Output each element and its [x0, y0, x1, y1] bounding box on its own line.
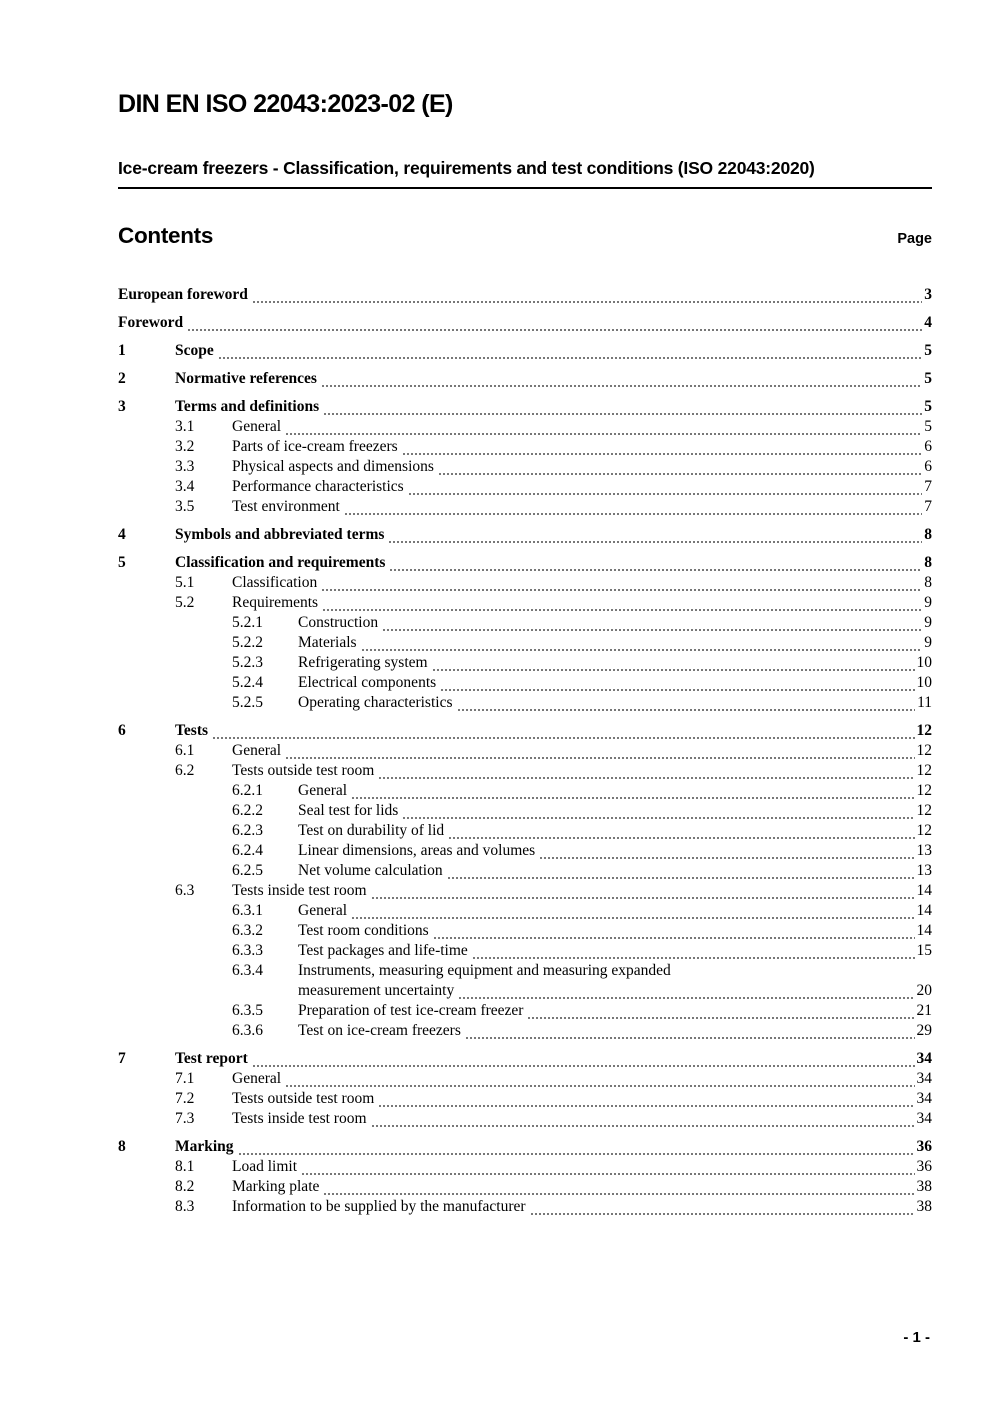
toc-entry-title: Test on ice-cream freezers: [298, 1022, 461, 1039]
dot-leader: [285, 417, 922, 437]
toc-entry-page: 5: [924, 398, 932, 415]
toc-entry-body: [118, 313, 932, 333]
toc-entry-number: 6.2.3: [232, 822, 263, 839]
toc-entry-number: 3.5: [175, 498, 195, 515]
toc-entry-body: [232, 1109, 932, 1129]
toc-entry[interactable]: [118, 1049, 932, 1069]
toc-entry-body: [232, 1089, 932, 1109]
toc-entry-page: 12: [916, 822, 932, 839]
toc-entry-body: [175, 553, 932, 573]
toc-entry-page: 34: [916, 1110, 932, 1127]
toc-entry-title: European foreword: [118, 286, 248, 303]
toc-entry-number: 7.1: [175, 1070, 195, 1087]
dot-leader: [472, 941, 915, 961]
toc-entry[interactable]: [118, 1001, 932, 1021]
toc-entry[interactable]: [118, 593, 932, 613]
toc-entry-title: Construction: [298, 614, 379, 631]
dot-leader: [285, 1069, 914, 1089]
dot-leader: [465, 1021, 915, 1041]
page-column-label: Page: [897, 231, 932, 247]
toc-entry-title: General: [298, 782, 348, 799]
dot-leader: [252, 285, 922, 305]
toc-entry-number: 6.2.2: [232, 802, 263, 819]
toc-entry-title: Foreword: [118, 314, 184, 331]
toc-entry-page: 38: [916, 1198, 932, 1215]
toc-entry-body: [298, 1001, 932, 1021]
toc-entry-title: Test on durability of lid: [298, 822, 445, 839]
toc-entry-body: [232, 497, 932, 517]
toc-entry[interactable]: [118, 613, 932, 633]
toc-entry[interactable]: [118, 721, 932, 741]
dot-leader: [438, 457, 922, 477]
toc-entry-page: 3: [924, 286, 932, 303]
table-of-contents: [118, 285, 932, 1217]
dot-leader: [322, 593, 922, 613]
toc-entry-title: Test report: [175, 1050, 248, 1067]
contents-header-row: [118, 223, 932, 249]
dot-leader: [361, 633, 923, 653]
toc-entry-body: [118, 285, 932, 305]
toc-entry-number: 3: [118, 398, 126, 415]
toc-entry-body: [298, 673, 932, 693]
toc-entry-page: 13: [916, 862, 932, 879]
toc-entry-body: [298, 781, 932, 801]
toc-entry-number: 6.3.3: [232, 942, 263, 959]
toc-entry-body: [298, 693, 932, 713]
toc-entry-body: [232, 593, 932, 613]
toc-entry-title: Instruments, measuring equipment and measuring expanded: [298, 962, 671, 979]
toc-entry-number: 5.1: [175, 574, 195, 591]
page-content: [118, 0, 932, 1217]
toc-entry-title: Test packages and life-time: [298, 942, 468, 959]
toc-entry-number: 3.2: [175, 438, 195, 455]
toc-entry-title: Tests outside test room: [232, 762, 375, 779]
toc-entry[interactable]: [118, 1177, 932, 1197]
toc-entry-number: 5: [118, 554, 126, 571]
toc-entry-body: [232, 1069, 932, 1089]
toc-entry-page: 10: [916, 654, 932, 671]
toc-entry-title: Linear dimensions, areas and volumes: [298, 842, 536, 859]
toc-entry[interactable]: [118, 841, 932, 861]
toc-entry-body: [232, 457, 932, 477]
toc-entry-body: [298, 901, 932, 921]
toc-entry-body: [175, 721, 932, 741]
dot-leader: [527, 1001, 914, 1021]
toc-entry-title: Materials: [298, 634, 357, 651]
toc-entry-body: [175, 369, 932, 389]
dot-leader: [321, 369, 922, 389]
toc-entry-title: General: [298, 902, 348, 919]
toc-entry-body: [298, 961, 932, 1001]
toc-entry-page: 36: [916, 1158, 932, 1175]
toc-entry-number: 6.3: [175, 882, 195, 899]
toc-entry-title: Tests inside test room: [232, 882, 367, 899]
toc-entry-title: Seal test for lids: [298, 802, 399, 819]
toc-entry[interactable]: [118, 313, 932, 333]
toc-entry-title: Terms and definitions: [175, 398, 320, 415]
toc-entry-page: 20: [916, 982, 932, 999]
toc-entry-body: [298, 653, 932, 673]
toc-entry-title: Classification: [232, 574, 318, 591]
toc-entry[interactable]: [118, 673, 932, 693]
dot-leader: [238, 1137, 915, 1157]
toc-entry-page: 9: [924, 614, 932, 631]
toc-entry-body: [298, 613, 932, 633]
toc-entry[interactable]: [118, 369, 932, 389]
toc-entry-body: [232, 881, 932, 901]
page-footer: [118, 1329, 930, 1346]
dot-leader: [402, 801, 914, 821]
toc-entry-title: Test room conditions: [298, 922, 429, 939]
toc-entry[interactable]: [118, 921, 932, 941]
toc-entry-page: 12: [916, 762, 932, 779]
toc-entry-page: 10: [916, 674, 932, 691]
toc-entry-number: 2: [118, 370, 126, 387]
toc-entry[interactable]: [118, 553, 932, 573]
toc-entry-page: 6: [924, 458, 932, 475]
dot-leader: [371, 881, 915, 901]
toc-entry-title: Requirements: [232, 594, 319, 611]
toc-entry-title: Net volume calculation: [298, 862, 443, 879]
toc-entry[interactable]: [118, 1157, 932, 1177]
toc-entry-body: [298, 801, 932, 821]
toc-entry[interactable]: [118, 741, 932, 761]
dot-leader: [530, 1197, 915, 1217]
toc-entry-page: 38: [916, 1178, 932, 1195]
toc-entry-page: 7: [924, 478, 932, 495]
toc-entry-number: 3.3: [175, 458, 195, 475]
dot-leader: [351, 781, 914, 801]
toc-entry-page: 14: [916, 882, 932, 899]
toc-entry-page: 8: [924, 554, 932, 571]
dot-leader: [448, 821, 914, 841]
toc-entry-body: [232, 741, 932, 761]
toc-entry-body: [175, 341, 932, 361]
toc-entry-body: [232, 1197, 932, 1217]
toc-entry[interactable]: [118, 1089, 932, 1109]
toc-entry-number: 6.2.1: [232, 782, 263, 799]
toc-entry-body: [298, 1021, 932, 1041]
toc-entry[interactable]: [118, 417, 932, 437]
toc-entry-title: Operating characteristics: [298, 694, 453, 711]
toc-entry[interactable]: [118, 961, 932, 1001]
toc-entry[interactable]: [118, 881, 932, 901]
toc-entry[interactable]: [118, 457, 932, 477]
dot-leader: [351, 901, 914, 921]
toc-entry[interactable]: [118, 801, 932, 821]
toc-entry-title: Preparation of test ice-cream freezer: [298, 1002, 524, 1019]
toc-entry-page: 14: [916, 902, 932, 919]
toc-entry[interactable]: [118, 653, 932, 673]
toc-entry-title: General: [232, 1070, 282, 1087]
toc-entry-number: 6.3.6: [232, 1022, 263, 1039]
toc-entry[interactable]: [118, 397, 932, 417]
dot-leader: [212, 721, 914, 741]
toc-entry-number: 8.3: [175, 1198, 195, 1215]
toc-entry-body: [232, 573, 932, 593]
toc-entry-title: Physical aspects and dimensions: [232, 458, 434, 475]
dot-leader: [344, 497, 922, 517]
toc-entry-number: 3.1: [175, 418, 195, 435]
toc-entry-page: 5: [924, 342, 932, 359]
toc-entry-page: 11: [917, 694, 932, 711]
toc-entry-body: [232, 477, 932, 497]
toc-entry-page: 9: [924, 594, 932, 611]
toc-entry-page: 15: [916, 942, 932, 959]
toc-entry-body: [232, 1157, 932, 1177]
toc-entry-body: [298, 821, 932, 841]
toc-entry[interactable]: [118, 437, 932, 457]
toc-entry-number: 5.2: [175, 594, 195, 611]
toc-entry[interactable]: [118, 573, 932, 593]
doc-title: Ice-cream freezers - Classification, requirements and test conditions (ISO 22043:2020): [118, 158, 815, 178]
toc-entry-page: 8: [924, 574, 932, 591]
toc-entry-page: 34: [916, 1090, 932, 1107]
toc-entry-number: 6: [118, 722, 126, 739]
page-number: - 1 -: [903, 1329, 930, 1346]
dot-leader: [432, 653, 915, 673]
dot-leader: [447, 861, 915, 881]
toc-entry-number: 8: [118, 1138, 126, 1155]
toc-entry-page: 6: [924, 438, 932, 455]
toc-entry[interactable]: [118, 285, 932, 305]
toc-entry-page: 12: [916, 722, 932, 739]
toc-entry-number: 5.2.3: [232, 654, 263, 671]
toc-entry-page: 5: [924, 370, 932, 387]
dot-leader: [440, 673, 914, 693]
toc-entry-body: [175, 525, 932, 545]
toc-entry[interactable]: [118, 497, 932, 517]
dot-leader: [388, 525, 922, 545]
toc-entry-title: Test environment: [232, 498, 340, 515]
toc-entry[interactable]: [118, 1137, 932, 1157]
dot-leader: [433, 921, 915, 941]
contents-heading: Contents: [118, 223, 214, 248]
dot-leader: [378, 761, 914, 781]
toc-entry[interactable]: [118, 821, 932, 841]
toc-entry-title: Marking: [175, 1138, 234, 1155]
toc-entry-body: [175, 1137, 932, 1157]
toc-entry[interactable]: [118, 633, 932, 653]
toc-entry[interactable]: [118, 1197, 932, 1217]
toc-entry-page: 29: [916, 1022, 932, 1039]
toc-entry-body: [298, 921, 932, 941]
toc-entry[interactable]: [118, 341, 932, 361]
toc-entry-body: [175, 397, 932, 417]
dot-leader: [378, 1089, 914, 1109]
toc-entry-title: Normative references: [175, 370, 317, 387]
toc-entry-number: 5.2.5: [232, 694, 263, 711]
toc-entry[interactable]: [118, 1069, 932, 1089]
toc-entry[interactable]: [118, 525, 932, 545]
toc-entry-page: 34: [916, 1070, 932, 1087]
toc-entry-number: 4: [118, 526, 126, 543]
dot-leader: [389, 553, 922, 573]
toc-entry-page: 36: [916, 1138, 932, 1155]
toc-entry-title: Information to be supplied by the manufacturer: [232, 1198, 526, 1215]
toc-entry-body: [298, 941, 932, 961]
toc-entry-page: 12: [916, 742, 932, 759]
toc-entry-number: 6.3.2: [232, 922, 263, 939]
dot-leader: [539, 841, 914, 861]
toc-entry-number: 7.3: [175, 1110, 195, 1127]
dot-leader: [321, 573, 922, 593]
doc-title-block: [118, 156, 932, 189]
toc-entry-number: 7.2: [175, 1090, 195, 1107]
toc-entry[interactable]: [118, 693, 932, 713]
toc-entry-number: 6.3.5: [232, 1002, 263, 1019]
toc-entry[interactable]: [118, 1021, 932, 1041]
toc-entry[interactable]: [118, 477, 932, 497]
toc-entry-page: 4: [924, 314, 932, 331]
toc-entry[interactable]: [118, 781, 932, 801]
toc-entry-body: [232, 1177, 932, 1197]
toc-entry-title: Tests inside test room: [232, 1110, 367, 1127]
toc-entry-title: measurement uncertainty: [298, 982, 455, 999]
toc-entry-title: Symbols and abbreviated terms: [175, 526, 385, 543]
dot-leader: [402, 437, 923, 457]
toc-entry-title: Performance characteristics: [232, 478, 404, 495]
toc-entry-title: Tests outside test room: [232, 1090, 375, 1107]
toc-entry-page: 7: [924, 498, 932, 515]
toc-entry[interactable]: [118, 901, 932, 921]
toc-entry-page: 21: [916, 1002, 932, 1019]
toc-entry-number: 3.4: [175, 478, 195, 495]
dot-leader: [457, 693, 916, 713]
dot-leader: [323, 397, 922, 417]
toc-entry-number: 8.2: [175, 1178, 195, 1195]
toc-entry-page: 12: [916, 802, 932, 819]
toc-entry-page: 34: [916, 1050, 932, 1067]
toc-entry-title: Refrigerating system: [298, 654, 428, 671]
toc-entry-body: [298, 633, 932, 653]
toc-entry-number: 6.2.5: [232, 862, 263, 879]
toc-entry-number: 7: [118, 1050, 126, 1067]
toc-entry-number: 5.2.4: [232, 674, 263, 691]
toc-entry-number: 8.1: [175, 1158, 195, 1175]
toc-entry-number: 6.3.1: [232, 902, 263, 919]
toc-entry-number: 5.2.1: [232, 614, 263, 631]
toc-entry-body: [232, 417, 932, 437]
toc-entry-body: [232, 761, 932, 781]
dot-leader: [252, 1049, 915, 1069]
toc-entry-title: General: [232, 742, 282, 759]
toc-entry-title: Electrical components: [298, 674, 437, 691]
toc-entry-title: Load limit: [232, 1158, 298, 1175]
toc-entry-title: General: [232, 418, 282, 435]
toc-entry-number: 6.2: [175, 762, 195, 779]
toc-entry-number: 6.3.4: [232, 962, 263, 979]
dot-leader: [218, 341, 923, 361]
dot-leader: [187, 313, 922, 333]
toc-entry-number: 6.2.4: [232, 842, 263, 859]
toc-entry[interactable]: [118, 861, 932, 881]
toc-entry-title: Tests: [175, 722, 209, 739]
toc-entry[interactable]: [118, 941, 932, 961]
toc-entry-page: 5: [924, 418, 932, 435]
dot-leader: [301, 1157, 914, 1177]
toc-entry-body: [232, 437, 932, 457]
dot-leader: [285, 741, 914, 761]
toc-entry-page: 9: [924, 634, 932, 651]
toc-entry-title: Parts of ice-cream freezers: [232, 438, 398, 455]
dot-leader: [458, 981, 914, 1001]
dot-leader: [323, 1177, 914, 1197]
toc-entry-title: Scope: [175, 342, 214, 359]
doc-number-heading: DIN EN ISO 22043:2023-02 (E): [118, 90, 453, 118]
dot-leader: [408, 477, 923, 497]
toc-entry-body: [298, 841, 932, 861]
toc-entry[interactable]: [118, 761, 932, 781]
toc-entry[interactable]: [118, 1109, 932, 1129]
toc-entry-page: 14: [916, 922, 932, 939]
toc-entry-title: Classification and requirements: [175, 554, 386, 571]
toc-entry-number: 1: [118, 342, 126, 359]
toc-entry-body: [175, 1049, 932, 1069]
toc-entry-page: 12: [916, 782, 932, 799]
toc-entry-number: 6.1: [175, 742, 195, 759]
toc-entry-body: [298, 861, 932, 881]
dot-leader: [371, 1109, 915, 1129]
dot-leader: [382, 613, 922, 633]
toc-entry-page: 13: [916, 842, 932, 859]
toc-entry-number: 5.2.2: [232, 634, 263, 651]
toc-entry-title: Marking plate: [232, 1178, 320, 1195]
toc-entry-page: 8: [924, 526, 932, 543]
